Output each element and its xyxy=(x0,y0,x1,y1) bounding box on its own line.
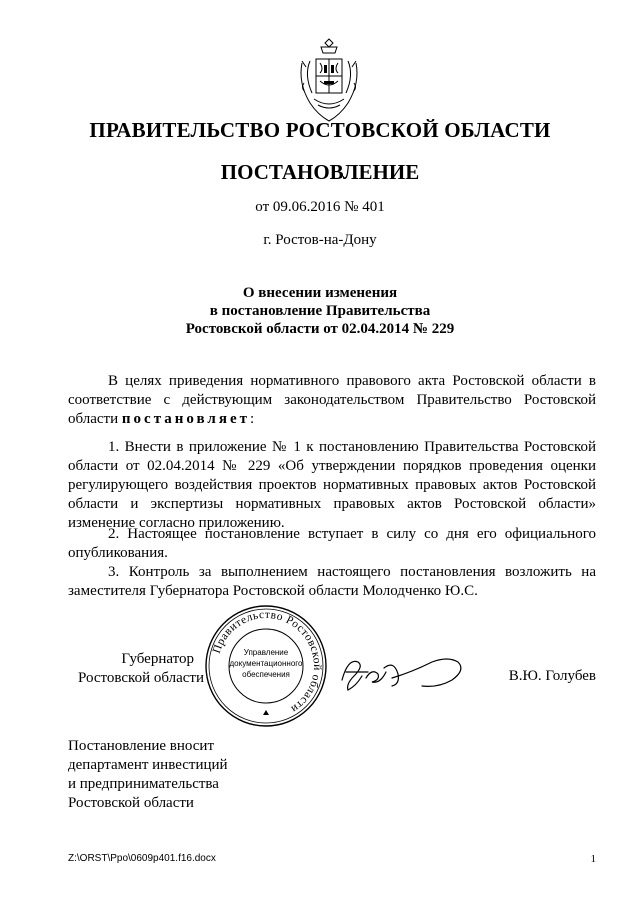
handwritten-signature xyxy=(336,650,466,696)
item-text: 2. Настоящее постановление вступает в силу со дня его официального опубликования. xyxy=(68,526,596,561)
preamble-text: В целях приведения нормативного правового акта Ростовской области в соответствие с действующим законодательством Правительство Ростовской области xyxy=(68,373,596,427)
organization-title: ПРАВИТЕЛЬСТВО РОСТОВСКОЙ ОБЛАСТИ xyxy=(89,118,551,142)
seal-center-line: обеспечения xyxy=(242,670,290,679)
official-seal-stamp-icon xyxy=(203,603,329,729)
document-subject xyxy=(0,284,640,338)
preamble-emphasis: постановляет xyxy=(121,411,250,427)
date-prefix: от xyxy=(255,199,273,215)
document-type: ПОСТАНОВЛЕНИЕ xyxy=(220,160,420,184)
footer-page-number: 1 xyxy=(590,853,596,865)
document-city: г. Ростов-на-Дону xyxy=(263,232,377,248)
subject-line: О внесении изменения xyxy=(242,285,398,301)
signatory-name: В.Ю. Голубев xyxy=(508,668,596,684)
seal-center-line: документационного xyxy=(229,659,303,668)
seal-ring-text: Правительство Ростовской области xyxy=(210,608,324,716)
resolution-item-2 xyxy=(68,525,596,563)
submitter-line: и предпринимательства xyxy=(68,776,219,792)
coat-of-arms-emblem-icon xyxy=(296,37,362,123)
preamble-paragraph xyxy=(68,372,596,429)
preamble-end: : xyxy=(250,411,255,427)
submitter-line: Постановление вносит xyxy=(68,738,215,754)
submitter-block xyxy=(68,737,308,813)
resolution-item-1 xyxy=(68,438,596,533)
subject-line: Ростовской области от 02.04.2014 № 229 xyxy=(185,321,455,337)
signatory-title xyxy=(68,650,204,688)
resolution-item-3 xyxy=(68,563,596,601)
submitter-line: департамент инвестиций xyxy=(68,757,228,773)
signatory-title-line: Ростовской области xyxy=(78,670,204,686)
submitter-line: Ростовской области xyxy=(68,795,194,811)
document-date: 09.06.2016 xyxy=(272,199,341,215)
item-text: 3. Контроль за выполнением настоящего постановления возложить на заместителя Губернатора Ростовской области Молодченко Ю.С. xyxy=(68,564,596,599)
footer-file-path: Z:\ORST\Ppo\0609p401.f16.docx xyxy=(68,853,216,864)
signatory-title-line: Губернатор xyxy=(121,651,194,667)
document-date-number xyxy=(0,199,640,216)
subject-line: в постановление Правительства xyxy=(209,303,431,319)
item-text: 1. Внести в приложение № 1 к постановлению Правительства Ростовской области от 02.04.2014 № 229 «Об утверждении порядков проведения оценки регулирующего воздействия проектов нормативных правовых актов Ростовской области и экспертизы нормативных правовых актов Ростовской области» изменение согласно приложению. xyxy=(68,439,596,531)
number-sign: № xyxy=(340,199,363,215)
seal-center-line: Управление xyxy=(243,648,289,657)
document-number: 401 xyxy=(362,199,385,215)
